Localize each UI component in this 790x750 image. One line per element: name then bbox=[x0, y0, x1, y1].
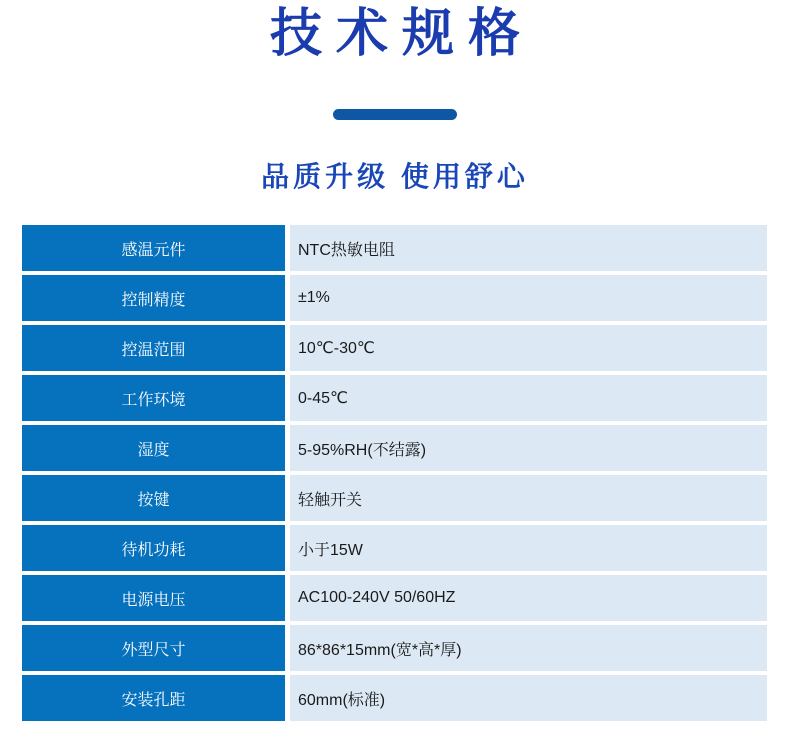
spec-row bbox=[22, 225, 767, 271]
spec-row bbox=[22, 625, 767, 671]
spec-label-cell: 外型尺寸 bbox=[22, 625, 285, 671]
spec-row bbox=[22, 675, 767, 721]
spec-value-cell: 小于15W bbox=[290, 525, 767, 571]
spec-value-cell: AC100-240V 50/60HZ bbox=[290, 575, 767, 621]
spec-label-cell: 待机功耗 bbox=[22, 525, 285, 571]
spec-row bbox=[22, 325, 767, 371]
spec-label-cell: 湿度 bbox=[22, 425, 285, 471]
spec-label-cell: 安装孔距 bbox=[22, 675, 285, 721]
spec-value-cell: 0-45℃ bbox=[290, 375, 767, 421]
spec-label-cell: 控温范围 bbox=[22, 325, 285, 371]
spec-label-cell: 控制精度 bbox=[22, 275, 285, 321]
spec-label-cell: 电源电压 bbox=[22, 575, 285, 621]
page-header bbox=[0, 0, 790, 192]
spec-label-cell: 感温元件 bbox=[22, 225, 285, 271]
page-title: 技术规格 bbox=[269, 5, 534, 63]
spec-row bbox=[22, 475, 767, 521]
spec-value-cell: 5-95%RH(不结露) bbox=[290, 425, 767, 471]
spec-value-cell: ±1% bbox=[290, 275, 767, 321]
spec-value-cell: 轻触开关 bbox=[290, 475, 767, 521]
spec-label-cell: 工作环境 bbox=[22, 375, 285, 421]
spec-row bbox=[22, 275, 767, 321]
spec-value-cell: 60mm(标准) bbox=[290, 675, 767, 721]
spec-row bbox=[22, 575, 767, 621]
spec-row bbox=[22, 425, 767, 471]
spec-value-cell: 10℃-30℃ bbox=[290, 325, 767, 371]
title-divider bbox=[333, 109, 457, 120]
spec-table bbox=[22, 225, 767, 721]
spec-row bbox=[22, 375, 767, 421]
spec-row bbox=[22, 525, 767, 571]
spec-value-cell: 86*86*15mm(宽*高*厚) bbox=[290, 625, 767, 671]
page-subtitle: 品质升级 使用舒心 bbox=[261, 161, 529, 192]
spec-value-cell: NTC热敏电阻 bbox=[290, 225, 767, 271]
spec-label-cell: 按键 bbox=[22, 475, 285, 521]
